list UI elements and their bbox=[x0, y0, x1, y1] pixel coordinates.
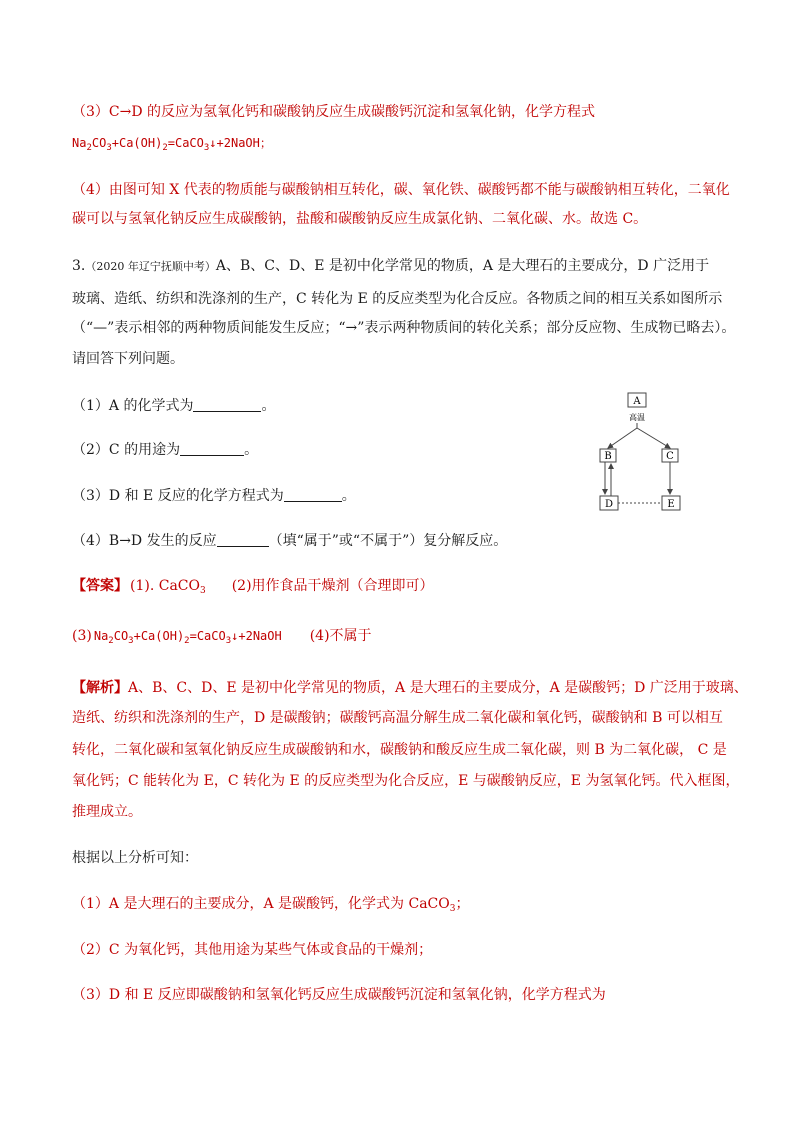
node-d-label: D bbox=[604, 499, 614, 510]
question-line2: 玻璃、造纸、纺织和洗涤剂的生产，C 转化为 E 的反应类型为化合反应。各物质之间的相互关系如图所示 bbox=[72, 291, 723, 307]
analysis-line1: 【解析】A、B、C、D、E 是初中化学常见的物质，A 是大理石的主要成分，A 是碳酸钙；D 广泛用于玻璃、 bbox=[72, 680, 748, 696]
node-b-label: B bbox=[604, 451, 612, 462]
question-source: （2020 年辽宁抚顺中考） bbox=[85, 260, 216, 273]
prev-q3-equation: $Na_2CO_3+Ca(OH)_2=CaCO_3↓+2NaOH$； bbox=[72, 136, 272, 153]
arrow-a-to-c bbox=[637, 428, 670, 448]
relationship-diagram bbox=[596, 390, 696, 515]
analysis-line2: 造纸、纺织和洗涤剂的生产，D 是碳酸钠；碳酸钙高温分解生成二氧化碳和氧化钙，碳酸钠和 B 可以相互 bbox=[72, 710, 723, 726]
arrow-a-to-b bbox=[608, 428, 637, 448]
analysis-line3: 转化，二氧化碳和氢氧化钠反应生成碳酸钠和水，碳酸钠和酸反应生成二氧化碳，则 B 为二氧化碳， C 是 bbox=[72, 742, 727, 758]
prev-q4-line1: （4）由图可知 X 代表的物质能与碳酸钠相互转化，碳、氧化铁、碳酸钙都不能与碳酸钠相互转化，二氧化 bbox=[72, 182, 730, 198]
analysis-point2: （2）C 为氧化钙，其他用途为某些气体或食品的干燥剂； bbox=[72, 942, 433, 958]
prev-q4-line2: 碳可以与氢氧化钠反应生成碳酸钠，盐酸和碳酸钠反应生成氯化钠、二氧化碳、水。故选 C。 bbox=[72, 211, 648, 227]
answer-tag: 【答案】 bbox=[72, 578, 128, 594]
answer-line: 【答案】 (1). CaCO$_3$ (2)用作食品干燥剂（合理即可） bbox=[72, 578, 434, 596]
prev-q3-text: （3）C→D 的反应为氢氧化钙和碳酸钠反应生成碳酸钙沉淀和氢氧化钠，化学方程式 bbox=[72, 104, 596, 120]
analysis-line5: 推理成立。 bbox=[72, 804, 142, 820]
node-a-label: A bbox=[633, 396, 641, 407]
sub-question-1: （1）A 的化学式为 。 bbox=[72, 398, 276, 414]
analysis-summary: 根据以上分析可知： bbox=[72, 850, 198, 866]
condition-label: 高温 bbox=[629, 413, 645, 422]
analysis-tag: 【解析】 bbox=[72, 680, 128, 696]
answer-blank-4[interactable] bbox=[217, 532, 269, 547]
question-number: 3. bbox=[72, 258, 86, 274]
answer-blank-2[interactable] bbox=[180, 441, 244, 456]
analysis-line4: 氧化钙；C 能转化为 E，C 转化为 E 的反应类型为化合反应，E 与碳酸钠反应，E 为氢氧化钙。代入框图， bbox=[72, 773, 740, 789]
sub-question-3: （3）D 和 E 反应的化学方程式为 。 bbox=[72, 488, 356, 504]
answer-part2: (2)用作食品干燥剂（合理即可） bbox=[231, 578, 434, 594]
node-e-label: E bbox=[667, 499, 675, 510]
question-line1: 3.（2020 年辽宁抚顺中考）A、B、C、D、E 是初中化学常见的物质，A 是大理石的主要成分，D 广泛用于 bbox=[72, 258, 710, 274]
answer-blank-3[interactable] bbox=[284, 487, 342, 502]
analysis-point1: （1）A 是大理石的主要成分，A 是碳酸钙，化学式为 CaCO$_3$； bbox=[72, 896, 470, 914]
sub-question-2: （2）C 的用途为 。 bbox=[72, 442, 259, 458]
analysis-point3: （3）D 和 E 反应即碳酸钠和氢氧化钙反应生成碳酸钙沉淀和氢氧化钠，化学方程式为 bbox=[72, 987, 606, 1003]
sub-question-4: （4）B→D 发生的反应 （填“属于”或“不属于”）复分解反应。 bbox=[72, 533, 508, 549]
question-line3: （“—”表示相邻的两种物质间能发生反应；“→”表示两种物质间的转化关系；部分反应物、生成物已略去）。 bbox=[72, 320, 736, 336]
node-c-label: C bbox=[666, 451, 674, 462]
answer-part4: (4)不属于 bbox=[309, 628, 372, 644]
answer-blank-1[interactable] bbox=[193, 397, 261, 412]
question-line4: 请回答下列问题。 bbox=[72, 351, 184, 367]
answer-equation-line: (3) $Na_2CO_3+Ca(OH)_2=CaCO_3↓+2NaOH$ (4)不属于 bbox=[72, 628, 372, 646]
